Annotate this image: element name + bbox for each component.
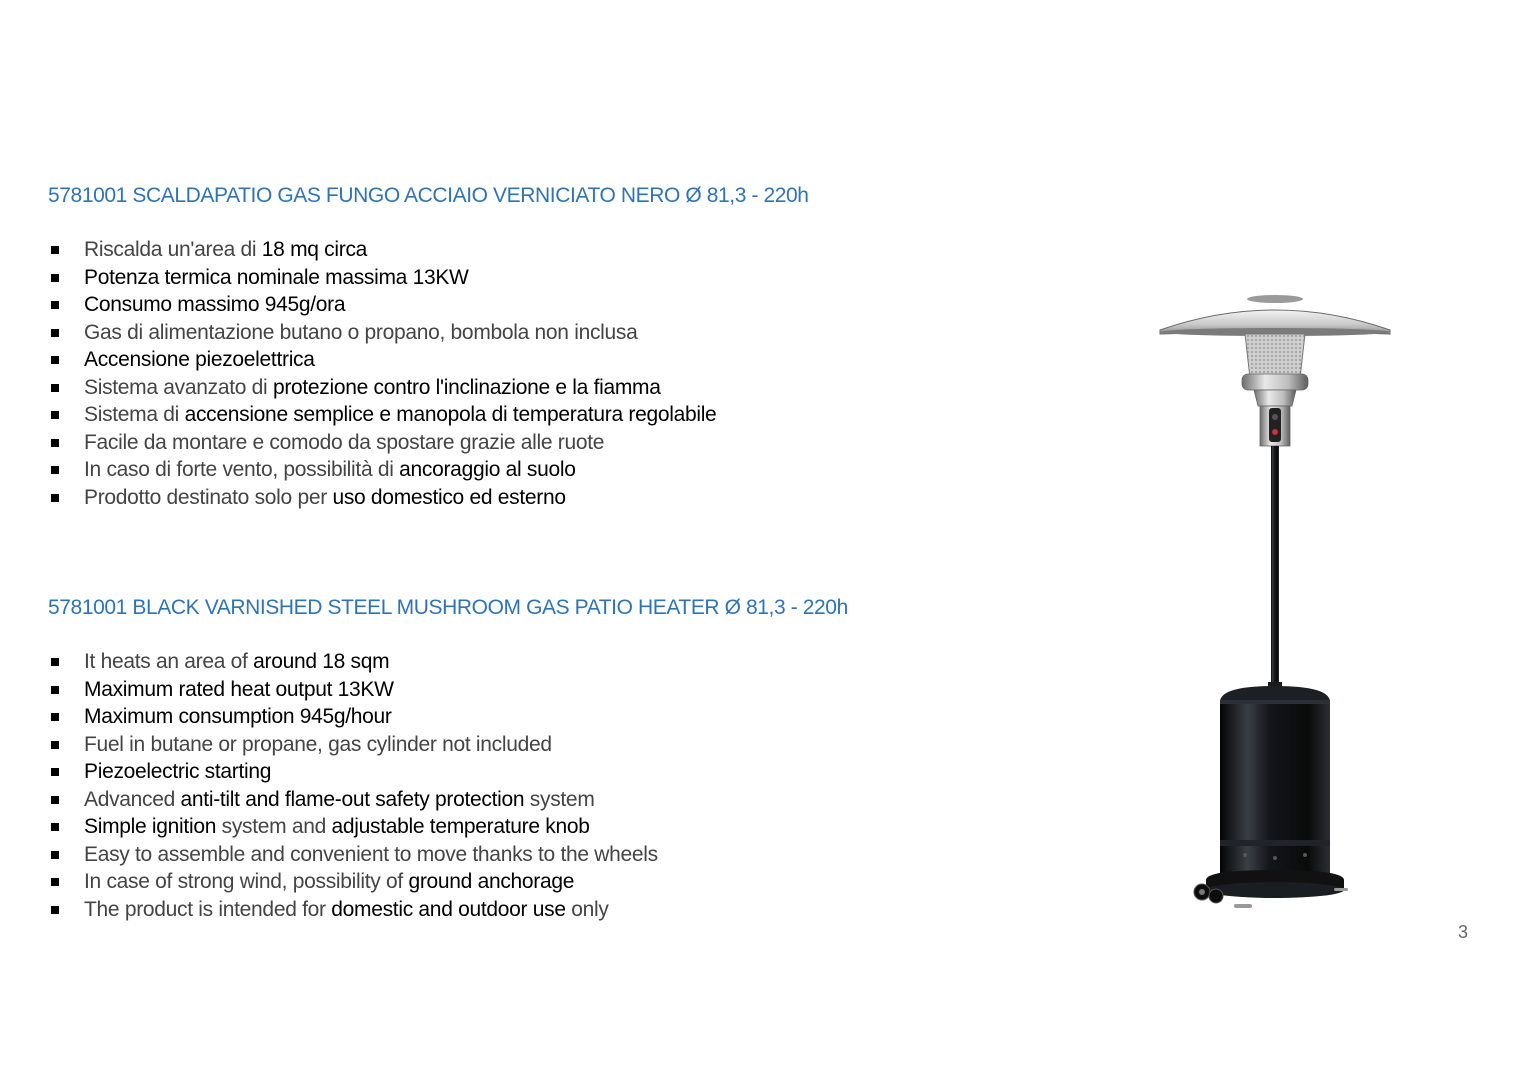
bullet-square-icon <box>51 741 59 749</box>
bullet-item <box>48 813 658 841</box>
bullet-square-icon <box>51 851 59 859</box>
bullet-text: Advanced <box>84 787 181 811</box>
bullet-item <box>48 429 716 457</box>
bullet-text: system and <box>216 815 332 838</box>
bullet-text: uso domestico ed esterno <box>332 485 566 509</box>
bullet-item <box>48 676 658 704</box>
bullet-text: In caso di forte vento, possibilità di <box>84 458 400 481</box>
english-bullet-list <box>48 648 658 923</box>
bullet-text: Potenza termica nominale massima 13KW <box>84 265 469 289</box>
bullet-square-icon <box>51 411 59 419</box>
bullet-text: ancoraggio al suolo <box>399 458 576 481</box>
bullet-square-icon <box>51 301 59 309</box>
bullet-square-icon <box>51 768 59 776</box>
italian-bullet-list <box>48 236 716 511</box>
bullet-item <box>48 758 658 786</box>
bullet-text: In case of strong wind, possibility of <box>84 870 409 893</box>
bullet-text: system <box>524 787 595 811</box>
bullet-square-icon <box>51 878 59 886</box>
bullet-text: Fuel in butane or propane, gas cylinder not included <box>84 732 552 756</box>
bullet-square-icon <box>51 796 59 804</box>
bullet-square-icon <box>51 823 59 831</box>
bullet-square-icon <box>51 658 59 666</box>
bullet-text: The product is intended for <box>84 897 332 921</box>
bullet-text: Prodotto destinato solo per <box>84 485 333 509</box>
bullet-item <box>48 841 658 869</box>
bullet-text: Sistema di <box>84 403 185 426</box>
bullet-text: accensione semplice e manopola di temperatura regolabile <box>184 403 717 426</box>
bullet-item <box>48 484 716 512</box>
bullet-item <box>48 731 658 759</box>
bullet-square-icon <box>51 356 59 364</box>
bullet-text: Gas di alimentazione butano o propano, bombola non inclusa <box>84 320 638 344</box>
bullet-item <box>48 264 716 292</box>
italian-title: 5781001 SCALDAPATIO GAS FUNGO ACCIAIO VERNICIATO NERO Ø 81,3 - 220h <box>48 184 809 207</box>
bullet-item <box>48 401 716 429</box>
bullet-item <box>48 786 658 814</box>
bullet-item <box>48 374 716 402</box>
page-number: 3 <box>1458 922 1469 942</box>
bullet-text: Facile da montare e comodo da spostare grazie alle ruote <box>84 430 605 454</box>
bullet-item <box>48 648 658 676</box>
bullet-text: ground anchorage <box>408 870 575 893</box>
bullet-text: Piezoelectric starting <box>84 760 272 783</box>
bullet-text: Riscalda un'area di <box>84 238 262 261</box>
bullet-text: Maximum rated heat output 13KW <box>84 677 394 701</box>
bullet-item <box>48 291 716 319</box>
bullet-text: Accensione piezoelettrica <box>84 348 315 371</box>
bullet-text: Simple ignition <box>84 815 217 838</box>
bullet-text: Maximum consumption 945g/hour <box>84 705 392 728</box>
bullet-text: protezione contro l'inclinazione e la fiamma <box>272 375 661 399</box>
italian-section <box>48 182 1048 509</box>
bullet-square-icon <box>51 329 59 337</box>
patio-heater-image <box>1150 290 1400 930</box>
bullet-square-icon <box>51 246 59 254</box>
bullet-text: Consumo massimo 945g/ora <box>84 293 346 316</box>
bullet-text: adjustable temperature knob <box>331 815 590 838</box>
bullet-square-icon <box>51 439 59 447</box>
bullet-text: domestic and outdoor use <box>331 897 566 921</box>
bullet-item <box>48 703 658 731</box>
bullet-item <box>48 236 716 264</box>
bullet-square-icon <box>51 494 59 502</box>
english-section <box>48 594 1048 921</box>
bullet-square-icon <box>51 274 59 282</box>
bullet-text: Sistema avanzato di <box>84 375 273 399</box>
bullet-text: It heats an area of <box>84 650 254 673</box>
bullet-text: around 18 sqm <box>253 650 390 673</box>
bullet-item <box>48 319 716 347</box>
bullet-text: Easy to assemble and convenient to move thanks to the wheels <box>84 842 658 866</box>
bullet-item <box>48 868 658 896</box>
bullet-square-icon <box>51 384 59 392</box>
bullet-square-icon <box>51 466 59 474</box>
bullet-square-icon <box>51 906 59 914</box>
bullet-text: only <box>565 897 609 921</box>
bullet-square-icon <box>51 686 59 694</box>
bullet-item <box>48 346 716 374</box>
english-title: 5781001 BLACK VARNISHED STEEL MUSHROOM GAS PATIO HEATER Ø 81,3 - 220h <box>48 596 848 619</box>
bullet-text: anti-tilt and flame-out safety protection <box>180 787 525 811</box>
bullet-item <box>48 896 658 924</box>
bullet-text: 18 mq circa <box>261 238 368 261</box>
bullet-item <box>48 456 716 484</box>
bullet-square-icon <box>51 713 59 721</box>
